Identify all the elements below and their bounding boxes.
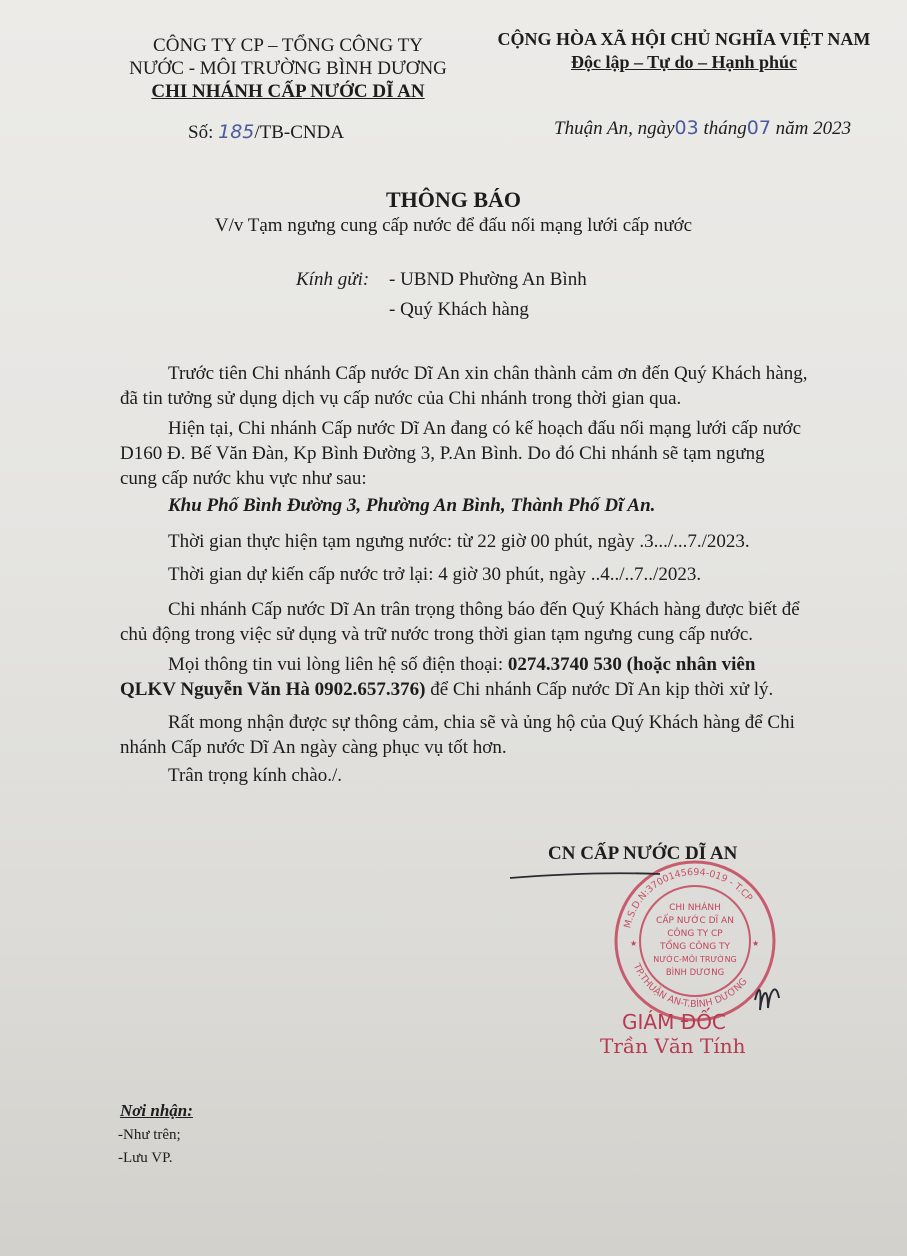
body-line bbox=[120, 677, 850, 702]
svg-text:TP.THUẬN AN-T.BÌNH DƯƠNG: TP.THUẬN AN-T.BÌNH DƯƠNG bbox=[630, 962, 750, 1011]
svg-text:CHI NHÁNH: CHI NHÁNH bbox=[669, 903, 721, 913]
org-header bbox=[108, 34, 468, 103]
svg-text:★: ★ bbox=[752, 939, 760, 948]
body-line bbox=[120, 652, 850, 677]
body-line: Hiện tại, Chi nhánh Cấp nước Dĩ An đang có kế hoạch đấu nối mạng lưới cấp nước bbox=[168, 418, 802, 439]
national-motto-line: Độc lập – Tự do – Hạnh phúc bbox=[570, 52, 798, 72]
doc-number-handwritten: 185 bbox=[218, 121, 255, 143]
svg-text:NƯỚC-MÔI TRƯỜNG: NƯỚC-MÔI TRƯỜNG bbox=[653, 955, 737, 964]
document-title: THÔNG BÁO bbox=[385, 187, 522, 212]
contact-rest: để Chi nhánh Cấp nước Dĩ An kịp thời xử lý. bbox=[430, 679, 774, 700]
paragraph-notice bbox=[120, 597, 850, 647]
stop-time-text: Thời gian thực hiện tạm ngưng nước: từ 22 giờ 00 phút, ngày bbox=[168, 531, 635, 552]
affected-area: Khu Phố Bình Đường 3, Phường An Bình, Thành Phố Dĩ An. bbox=[168, 495, 656, 516]
date-month: 07 bbox=[746, 117, 771, 139]
body-line: đã tin tưởng sử dụng dịch vụ cấp nước của Chi nhánh trong thời gian qua. bbox=[120, 388, 682, 409]
paragraph-contact bbox=[120, 652, 850, 702]
svg-text:M.S.D.N:3700145694-019 - T.CP: M.S.D.N:3700145694-019 - T.CP bbox=[622, 866, 755, 930]
contact-phone: 0274.3740 530 (hoặc nhân viên bbox=[507, 654, 756, 675]
date-month-label: tháng bbox=[703, 118, 747, 139]
resume-time-line bbox=[168, 564, 701, 586]
stop-date: .3.../...7./2023. bbox=[639, 531, 750, 552]
body-line: chủ động trong việc sử dụng và trữ nước trong thời gian tạm ngưng cung cấp nước. bbox=[120, 624, 754, 645]
resume-date: ..4../..7../2023. bbox=[590, 564, 702, 585]
signature-org: CN CẤP NƯỚC DĨ AN bbox=[548, 843, 738, 864]
body-line: Rất mong nhận được sự thông cảm, chia sẽ và ủng hộ của Quý Khách hàng để Chi bbox=[168, 712, 795, 733]
body-line: cung cấp nước khu vực như sau: bbox=[120, 468, 367, 489]
contact-prefix: Mọi thông tin vui lòng liên hệ số điện thoại: bbox=[168, 654, 504, 675]
svg-text:CÔNG TY CP: CÔNG TY CP bbox=[667, 929, 723, 939]
document-subject: V/v Tạm ngưng cung cấp nước để đấu nối mạng lưới cấp nước bbox=[214, 215, 693, 236]
recipients-label: Kính gửi: bbox=[296, 269, 370, 290]
body-line: Trước tiên Chi nhánh Cấp nước Dĩ An xin chân thành cảm ơn đến Quý Khách hàng, bbox=[168, 363, 808, 384]
national-title: CỘNG HÒA XÃ HỘI CHỦ NGHĨA VIỆT NAM bbox=[497, 29, 871, 49]
svg-text:★: ★ bbox=[630, 939, 638, 948]
body-line: Chi nhánh Cấp nước Dĩ An trân trọng thông báo đến Quý Khách hàng được biết để bbox=[168, 599, 800, 620]
signature-name: Trần Văn Tính bbox=[600, 1034, 746, 1058]
paragraph-thanks bbox=[120, 710, 850, 760]
national-motto bbox=[478, 28, 890, 74]
contact-staff: QLKV Nguyễn Văn Hà 0902.657.376) bbox=[120, 679, 426, 700]
document-number bbox=[188, 121, 344, 144]
svg-text:CẤP NƯỚC DĨ AN: CẤP NƯỚC DĨ AN bbox=[656, 916, 734, 926]
body-line: nhánh Cấp nước Dĩ An ngày càng phục vụ tốt hơn. bbox=[120, 737, 507, 758]
doc-number-suffix: /TB-CNDA bbox=[254, 122, 345, 143]
stop-time-line bbox=[168, 531, 750, 553]
date-year: năm 2023 bbox=[775, 118, 852, 139]
svg-text:TỔNG CÔNG TY: TỔNG CÔNG TY bbox=[659, 942, 731, 952]
footer-recipients-label: Nơi nhận: bbox=[120, 1101, 193, 1120]
footer-recipient-item: -Như trên; bbox=[118, 1127, 181, 1143]
doc-number-prefix: Số: bbox=[188, 122, 214, 143]
closing-line: Trân trọng kính chào./. bbox=[168, 765, 342, 786]
recipient-item: - UBND Phường An Bình bbox=[389, 269, 587, 290]
paragraph-intro bbox=[120, 361, 850, 411]
recipient-item: - Quý Khách hàng bbox=[389, 299, 529, 320]
footer-recipient-item: -Lưu VP. bbox=[118, 1150, 173, 1166]
date-place: Thuận An, ngày bbox=[554, 118, 675, 139]
handwritten-signature bbox=[500, 860, 790, 1030]
org-parent-line2: NƯỚC - MÔI TRƯỜNG BÌNH DƯƠNG bbox=[129, 58, 447, 79]
body-line: D160 Đ. Bế Văn Đàn, Kp Bình Đường 3, P.An Bình. Do đó Chi nhánh sẽ tạm ngưng bbox=[120, 443, 765, 464]
signature-role: GIÁM ĐỐC bbox=[622, 1010, 726, 1034]
org-parent-line1: CÔNG TY CP – TỔNG CÔNG TY bbox=[153, 35, 423, 56]
org-branch-name: CHI NHÁNH CẤP NƯỚC DĨ AN bbox=[151, 81, 425, 102]
paragraph-plan bbox=[120, 416, 850, 491]
date-day: 03 bbox=[674, 117, 699, 139]
svg-text:BÌNH DƯƠNG: BÌNH DƯƠNG bbox=[665, 968, 725, 978]
date-line bbox=[554, 117, 851, 140]
resume-time-text: Thời gian dự kiến cấp nước trở lại: 4 giờ 30 phút, ngày bbox=[168, 564, 587, 585]
